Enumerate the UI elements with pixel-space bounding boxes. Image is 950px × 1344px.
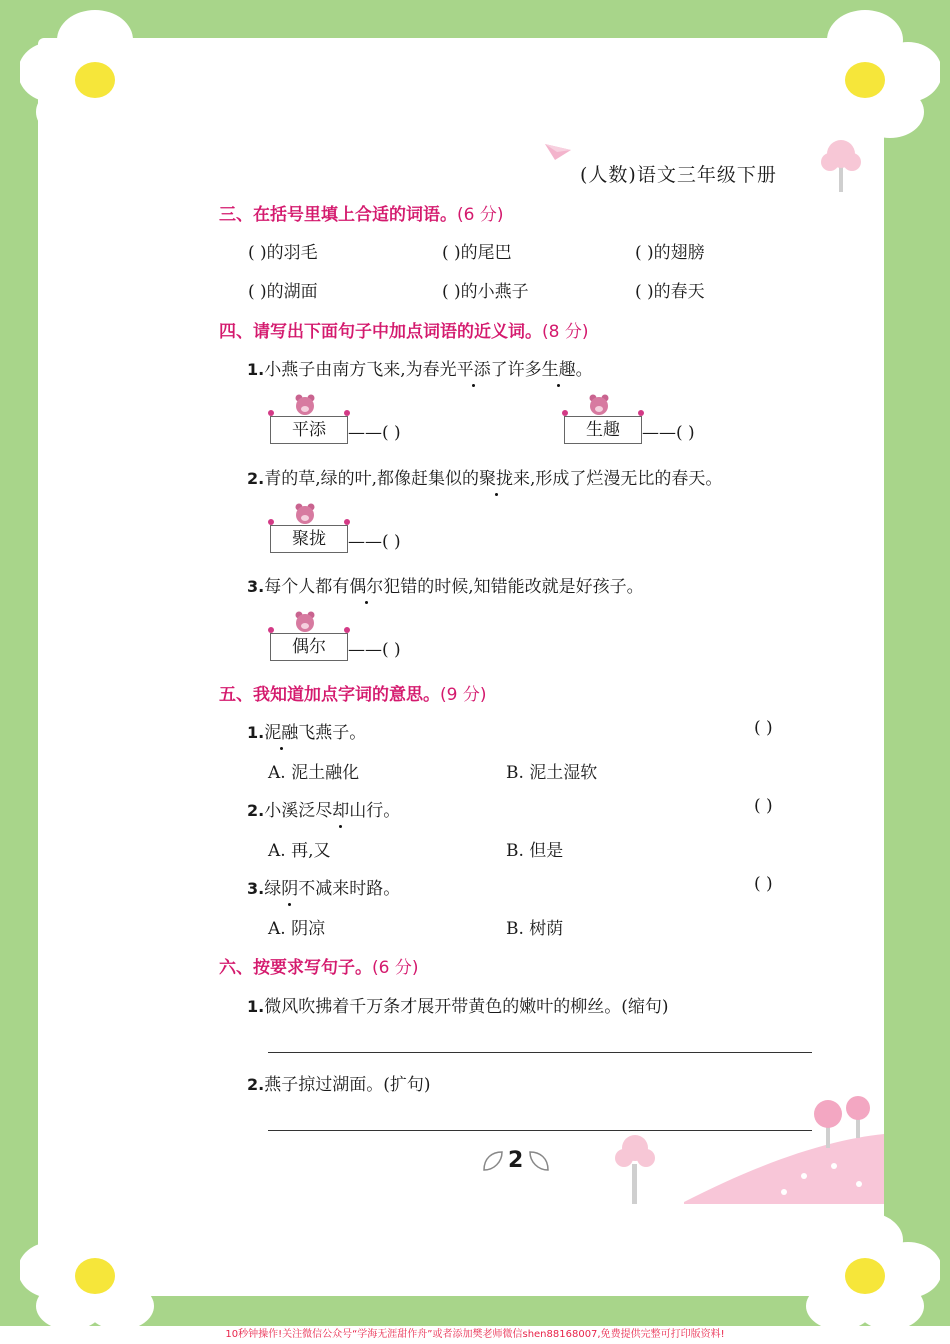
option-b: B. 树荫 (506, 919, 564, 939)
answer-paren: ( ) (754, 796, 773, 816)
page-number: 2 (508, 1148, 524, 1173)
option-b: B. 但是 (506, 841, 564, 861)
paper-plane-icon (545, 140, 571, 160)
dotted-word-text: 生趣 (541, 360, 576, 380)
sentence-text: 了许多 (490, 360, 542, 380)
flower-bottom-left-decoration (20, 1212, 170, 1332)
fill-blank-2: ( )的尾巴 (442, 243, 512, 263)
question-number: 1. (247, 997, 265, 1016)
dotted-word-pingtian (457, 360, 491, 380)
section-6-score: (6 分) (372, 958, 419, 978)
question-4-2 (247, 464, 722, 489)
sentence-text: 山行。 (349, 801, 401, 821)
dotted-word (281, 879, 298, 899)
option-a: A. 泥土融化 (268, 763, 360, 783)
pink-tree-icon (612, 1130, 658, 1204)
synonym-answer-blank: ——( ) (348, 532, 401, 552)
section-3-title (219, 200, 503, 225)
sentence-text: 。 (575, 360, 593, 380)
section-6-heading: 六、按要求写句子。 (219, 958, 372, 978)
question-6-2 (247, 1070, 430, 1095)
question-number: 2. (247, 1075, 265, 1094)
bear-icon (293, 393, 317, 417)
sentence-text: 青的草,绿的叶,都像赶集似的 (264, 469, 480, 489)
sentence-text: 犯错的时候,知错能改就是好孩子。 (383, 577, 644, 597)
leaf-right-icon (528, 1150, 550, 1172)
option-a: A. 再,又 (268, 841, 331, 861)
sentence-text: 燕子掠过湖面。(扩句) (264, 1075, 431, 1095)
dotted-word (332, 801, 349, 821)
word-card-text: 偶尔 (292, 637, 326, 657)
sentence-text: 微风吹拂着千万条才展开带黄色的嫩叶的柳丝。(缩句) (264, 997, 669, 1017)
dotted-word-text: 阴 (281, 879, 299, 899)
section-3-heading: 三、在括号里填上合适的词语。 (219, 205, 457, 225)
leaf-left-icon (482, 1150, 504, 1172)
question-number: 3. (247, 879, 265, 898)
section-4-score: (8 分) (542, 322, 589, 342)
section-3-score: (6 分) (457, 205, 504, 225)
flower-bottom-right-decoration (790, 1212, 940, 1332)
answer-paren: ( ) (754, 874, 773, 894)
question-4-3 (247, 572, 644, 597)
question-5-1 (247, 718, 366, 743)
sentence-text: 小燕子由南方飞来,为春光 (264, 360, 457, 380)
word-card-ouer (270, 633, 348, 661)
flower-top-left-decoration (20, 10, 170, 140)
section-4-title (219, 317, 588, 342)
section-5-title (219, 680, 486, 705)
question-5-2 (247, 796, 400, 821)
option-b: B. 泥土湿软 (506, 763, 598, 783)
section-5-score: (9 分) (440, 685, 487, 705)
dotted-word-ouer (349, 577, 383, 597)
section-5-heading: 五、我知道加点字词的意思。 (219, 685, 440, 705)
fill-blank-1: ( )的羽毛 (248, 243, 318, 263)
word-card-text: 聚拢 (292, 529, 326, 549)
bear-icon (587, 393, 611, 417)
footer-notice: 10秒钟操作!关注微信公众号“学海无涯甜作舟”或者添加樊老师微信shen88168007,免费提供完整可打印版资料! (0, 1326, 950, 1344)
fill-blank-3: ( )的翅膀 (635, 243, 705, 263)
flower-top-right-decoration (790, 10, 940, 140)
question-number: 2. (247, 469, 265, 488)
question-6-1 (247, 992, 668, 1017)
question-number: 2. (247, 801, 265, 820)
synonym-answer-blank: ——( ) (348, 640, 401, 660)
bear-icon (293, 610, 317, 634)
sentence-text: 不减来时路。 (298, 879, 401, 899)
grade-header: (人数)语文三年级下册 (580, 164, 777, 186)
bear-icon (293, 502, 317, 526)
question-4-1 (247, 355, 593, 380)
dotted-word (264, 723, 298, 743)
sentence-text: 每个人都有 (264, 577, 350, 597)
dotted-word-shengqu (542, 360, 576, 380)
dotted-word-julong (479, 469, 513, 489)
dotted-word-text: 泥融 (264, 723, 299, 743)
synonym-answer-blank: ——( ) (642, 423, 695, 443)
pink-hill-decoration (684, 1096, 884, 1204)
answer-writing-line[interactable] (268, 1052, 812, 1053)
fill-blank-6: ( )的春天 (635, 282, 705, 302)
word-card-text: 生趣 (586, 420, 620, 440)
question-number: 1. (247, 360, 265, 379)
dotted-word-text: 聚拢 (479, 469, 514, 489)
word-card-text: 平添 (292, 420, 326, 440)
word-card-shengqu (564, 416, 642, 444)
section-6-title (219, 953, 418, 978)
sentence-text: 小溪泛尽 (264, 801, 333, 821)
fill-blank-5: ( )的小燕子 (442, 282, 529, 302)
question-number: 1. (247, 723, 265, 742)
question-number: 3. (247, 577, 265, 596)
sentence-text: 飞燕子。 (298, 723, 367, 743)
answer-paren: ( ) (754, 718, 773, 738)
fill-blank-4: ( )的湖面 (248, 282, 318, 302)
dotted-word-text: 却 (332, 801, 350, 821)
question-5-3 (247, 874, 400, 899)
option-a: A. 阴凉 (268, 919, 326, 939)
section-4-heading: 四、请写出下面句子中加点词语的近义词。 (219, 322, 542, 342)
dotted-word-text: 偶尔 (349, 577, 384, 597)
synonym-answer-blank: ——( ) (348, 423, 401, 443)
sentence-text: 绿 (264, 879, 282, 899)
dotted-word-text: 平添 (456, 360, 491, 380)
word-card-pingtian (270, 416, 348, 444)
pink-tree-icon (818, 136, 864, 192)
word-card-julong (270, 525, 348, 553)
sentence-text: 来,形成了烂漫无比的春天。 (513, 469, 723, 489)
